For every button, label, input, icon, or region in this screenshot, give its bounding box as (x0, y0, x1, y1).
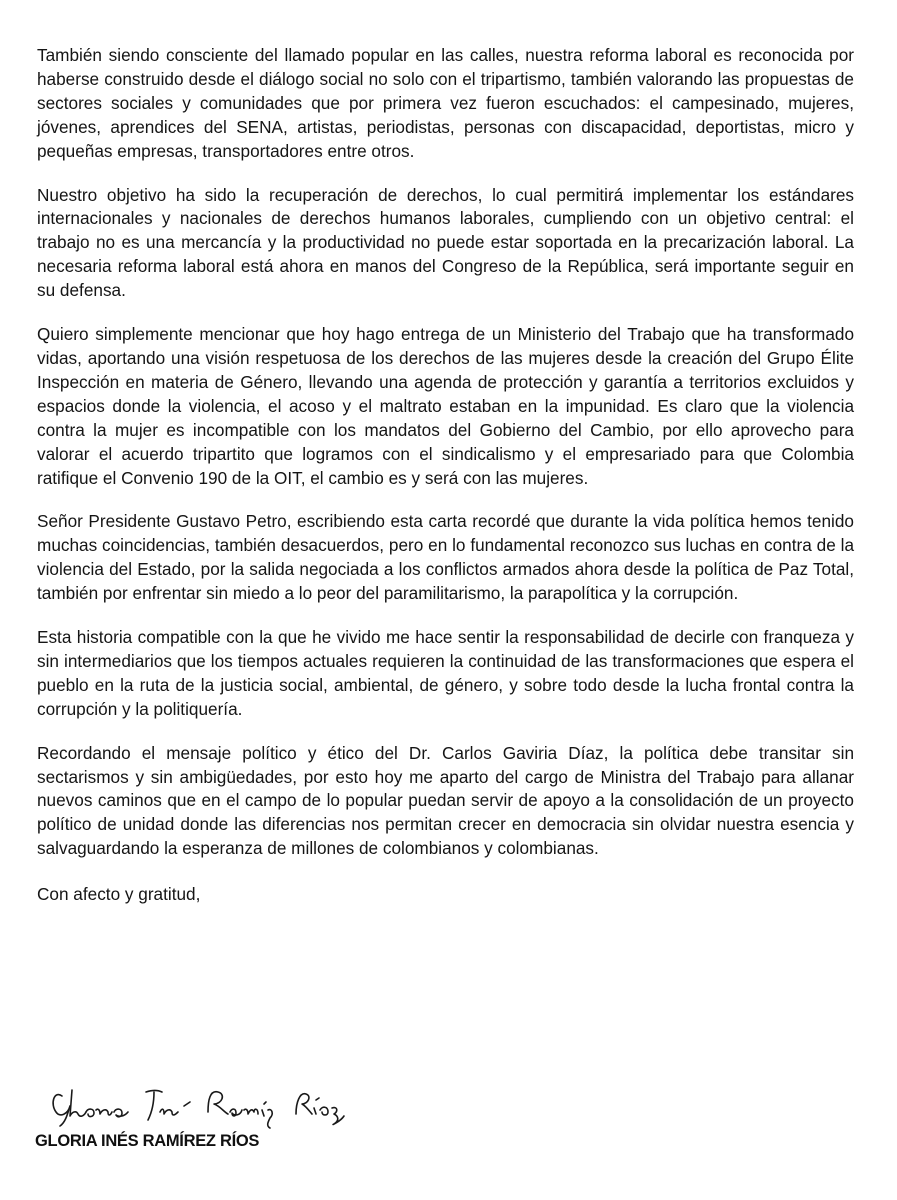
paragraph-rights-objective: Nuestro objetivo ha sido la recuperación de derechos, lo cual permitirá implementar los estándares internacionales y nacionales de derechos humanos laborales, cumpliendo con un objetivo central: el trabajo no es una mercancía y la productividad no puede estar soportada en la precarización laboral. La necesaria reforma laboral está ahora en manos del Congreso de la República, será importante seguir en su defensa. (37, 184, 854, 301)
paragraph-responsibility: Esta historia compatible con la que he vivido me hace sentir la responsabilidad de decirle con franqueza y sin intermediarios que los tiempos actuales requieren la continuidad de las transformaciones que espera el pueblo en la ruta de la justicia social, ambiental, de género, y sobre todo desde la lucha frontal contra la corrupción y la politiquería. (37, 627, 854, 719)
paragraph-labor-reform: También siendo consciente del llamado popular en las calles, nuestra reforma laboral es reconocida por haberse construido desde el diálogo social no solo con el tripartismo, también valorando las propuestas de sectores sociales y comunidades que por primera vez fueron escuchados: el campesinado, mujeres, jóvenes, aprendices del SENA, artistas, periodistas, personas con discapacidad, deportistas, micro y pequeñas empresas, transportadores entre otros. (37, 45, 854, 161)
letter-body (37, 44, 854, 907)
paragraph-ministry-achievements: Quiero simplemente mencionar que hoy hago entrega de un Ministerio del Trabajo que ha transformado vidas, aportando una visión respetuosa de los derechos de las mujeres desde la creación del Grupo Élite Inspección en materia de Género, llevando una agenda de protección y garantía a territorios excluidos y espacios donde la violencia, el acoso y el maltrato estaban en la impunidad. Es claro que la violencia contra la mujer es incompatible con los mandatos del Gobierno del Cambio, por ello aprovecho para valorar el acuerdo tripartito que logramos con el sindicalismo y el empresariado para que Colombia ratifique el Convenio 190 de la OIT, el cambio es y será con las mujeres. (37, 324, 854, 488)
handwritten-signature (48, 1082, 358, 1132)
paragraph-resignation: Recordando el mensaje político y ético del Dr. Carlos Gaviria Díaz, la política debe transitar sin sectarismos y sin ambigüedades, por esto hoy me aparto del cargo de Ministra del Trabajo para allanar nuevos caminos que en el campo de lo popular puedan servir de apoyo a la consolidación de un proyecto político de unidad donde las diferencias nos permitan crecer en democracia sin olvidar nuestra esencia y salvaguardando la esperanza de millones de colombianos y colombianas. (37, 742, 854, 859)
paragraph-president-address: Señor Presidente Gustavo Petro, escribiendo esta carta recordé que durante la vida política hemos tenido muchas coincidencias, también desacuerdos, pero en lo fundamental reconozco sus luchas en contra de la violencia del Estado, por la salida negociada a los conflictos armados ahora desde la política de Paz Total, también por enfrentar sin miedo a lo peor del paramilitarismo, la parapolítica y la corrupción. (37, 511, 854, 604)
closing-salutation: Con afecto y gratitud, (37, 884, 201, 905)
signatory-name: GLORIA INÉS RAMÍREZ RÍOS (35, 1132, 260, 1150)
